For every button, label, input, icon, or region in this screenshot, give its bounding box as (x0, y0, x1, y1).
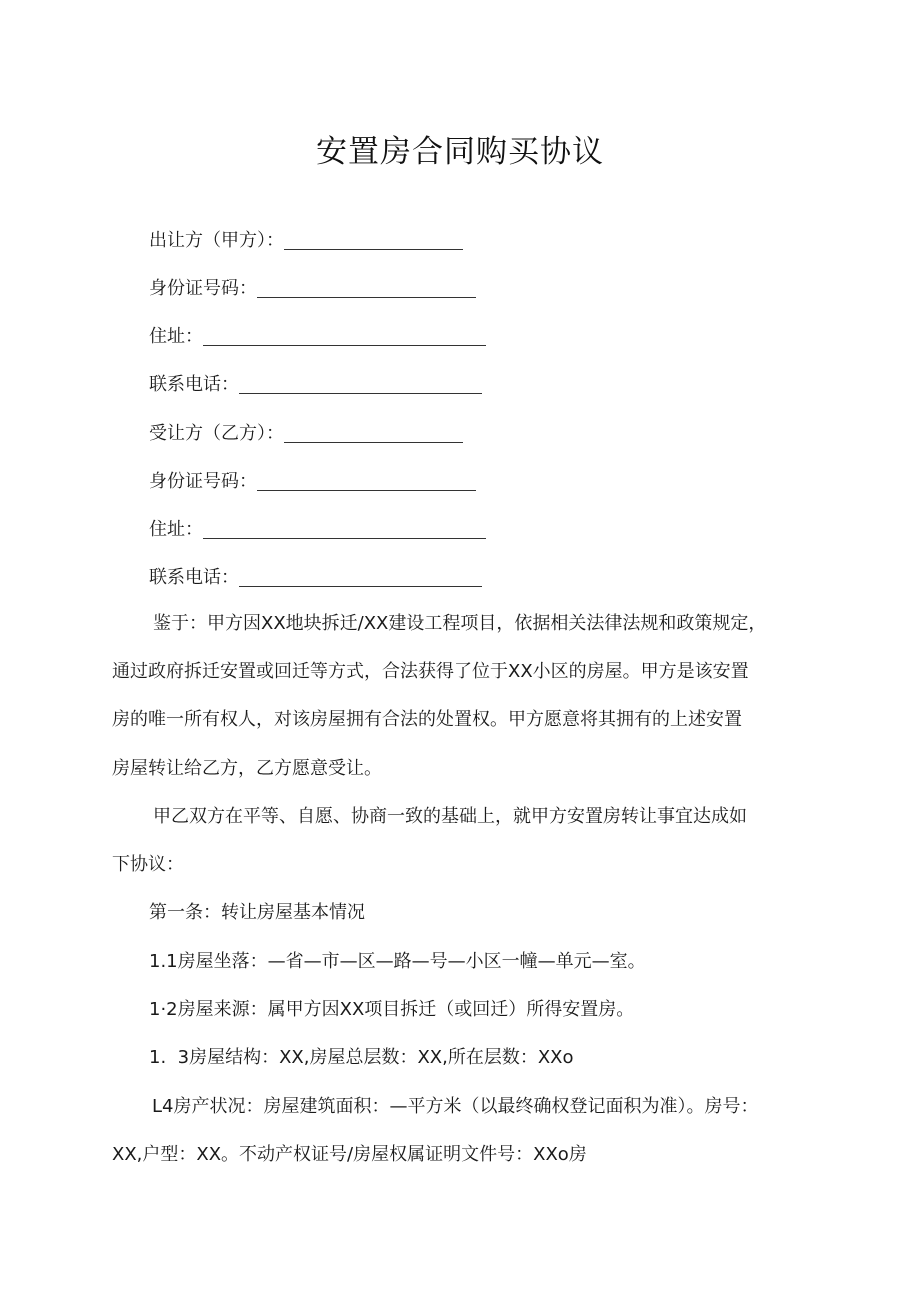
agreement-intro-line: 下协议： (112, 854, 184, 875)
clause-line: 1.1房屋坐落：—省—市—区—路—号—小区一幢—单元—室。 (149, 951, 646, 972)
field-id-number-b (149, 467, 476, 497)
clause-line: XX,户型：XX。不动产权证号/房屋权属证明文件号：XXo房 (112, 1144, 587, 1165)
field-transferee (149, 419, 463, 449)
field-label: 住址： (149, 326, 203, 347)
blank-line (257, 490, 476, 491)
field-label: 联系电话： (149, 374, 239, 395)
field-label: 出让方（甲方）： (149, 230, 284, 251)
field-label: 身份证号码： (149, 278, 257, 299)
recital-line: 通过政府拆迁安置或回迁等方式，合法获得了位于XX小区的房屋。甲方是该安置 (112, 661, 749, 682)
field-label: 联系电话： (149, 567, 239, 588)
field-id-number-a (149, 274, 476, 304)
document-title: 安置房合同购买协议 (316, 134, 604, 170)
blank-line (239, 393, 482, 394)
field-label: 受让方（乙方）： (149, 423, 284, 444)
blank-line (284, 442, 463, 443)
field-transferor (149, 226, 463, 256)
blank-line (284, 249, 463, 250)
field-address-a (149, 322, 486, 352)
blank-line (203, 538, 486, 539)
recital-line: 房屋转让给乙方，乙方愿意受让。 (112, 758, 382, 779)
blank-line (239, 586, 482, 587)
field-phone-b (149, 563, 482, 593)
clause-line: 1. 3房屋结构：XX,房屋总层数：XX,所在层数：XXo (149, 1047, 574, 1068)
blank-line (203, 345, 486, 346)
field-label: 住址： (149, 519, 203, 540)
clause-line: L4房产状况：房屋建筑面积：—平方米（以最终确权登记面积为准）。房号： (152, 1096, 759, 1117)
field-address-b (149, 515, 486, 545)
field-label: 身份证号码： (149, 471, 257, 492)
clause-line: 1·2房屋来源：属甲方因XX项目拆迁（或回迁）所得安置房。 (149, 999, 635, 1020)
agreement-intro-line: 甲乙双方在平等、自愿、协商一致的基础上，就甲方安置房转让事宜达成如 (153, 806, 747, 827)
field-phone-a (149, 370, 482, 400)
recital-line: 鉴于：甲方因XX地块拆迁/XX建设工程项目，依据相关法律法规和政策规定， (153, 613, 767, 634)
recital-line: 房的唯一所有权人，对该房屋拥有合法的处置权。甲方愿意将其拥有的上述安置 (112, 709, 742, 730)
blank-line (257, 297, 476, 298)
article-heading: 第一条：转让房屋基本情况 (149, 902, 365, 923)
